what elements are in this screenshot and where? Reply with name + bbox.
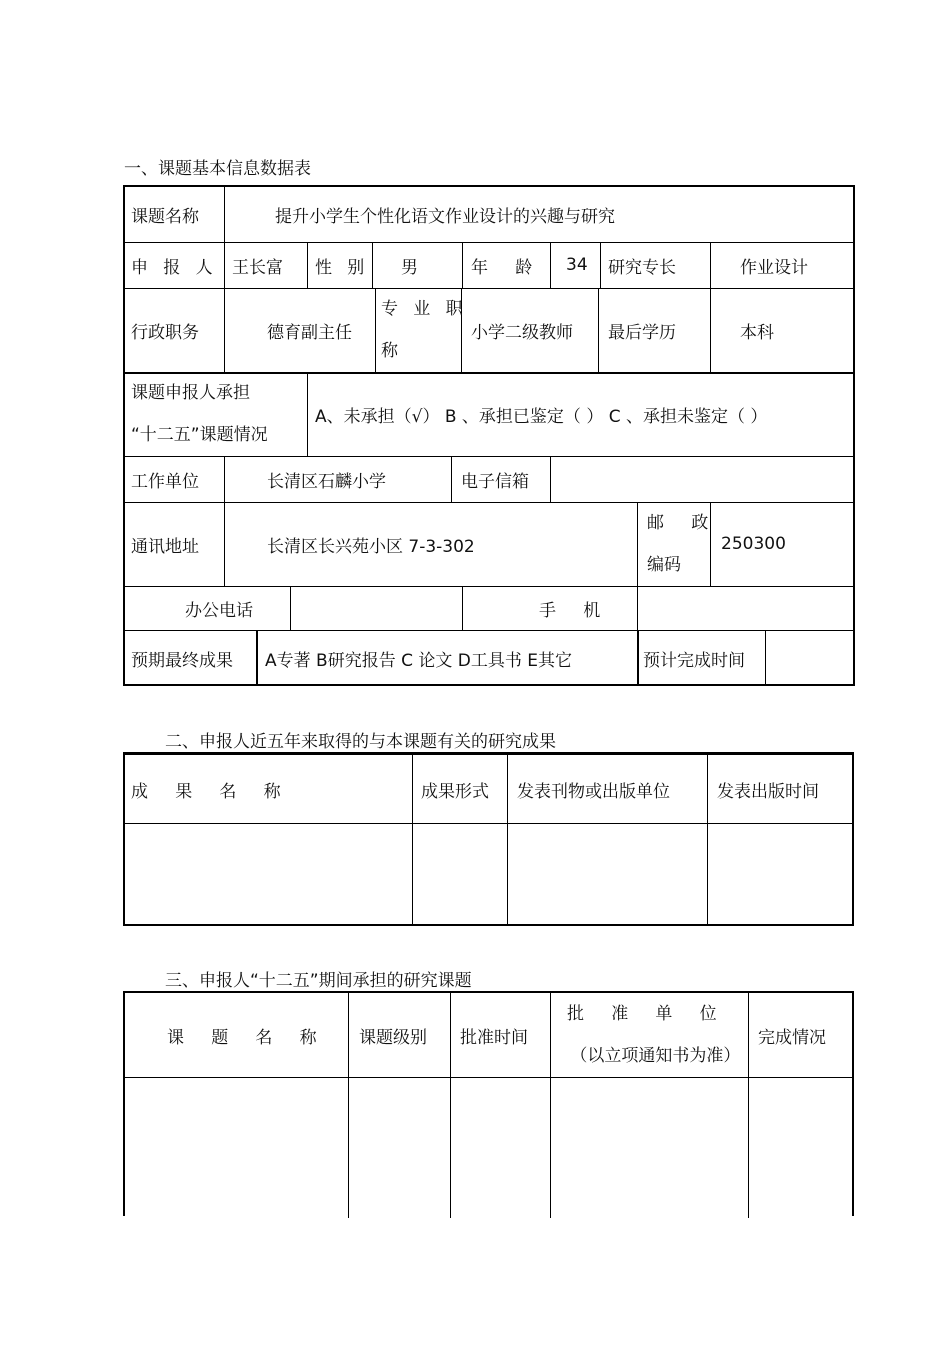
age-value: 34 [566,255,588,275]
pro-title-label-line1: 专业职 [381,299,478,319]
age-label: 年龄 [471,257,560,278]
outcome-label: 预期最终成果 [131,650,233,671]
approval-unit-line2: （以立项通知书为准） [570,1046,741,1066]
col-approval-unit [567,993,744,1077]
project-status: A、未承担（√） B 、承担已鉴定（ ） C 、承担未鉴定（ ） [315,406,768,427]
projects-table [123,991,854,1216]
project-label-line1: 课题申报人承担 [131,383,250,403]
office-phone-label: 办公电话 [185,600,253,621]
unit-label: 工作单位 [131,471,199,492]
address-label: 通讯地址 [131,536,199,557]
outcome-value: A专著 B研究报告 C 论文 D工具书 E其它 [265,650,573,671]
postcode-value: 250300 [721,534,786,554]
col-project-name: 课题名称 [167,1027,344,1048]
topic-label: 课题名称 [131,207,199,227]
finish-time-label: 预计完成时间 [643,650,745,671]
pro-title-label-line2: 称 [381,341,398,361]
pro-title-label [381,288,478,372]
address-value: 长清区长兴苑小区 7-3-302 [267,536,475,557]
mobile-label: 手机 [539,600,628,621]
specialty-label: 研究专长 [608,257,676,278]
project-label [131,372,268,456]
achievements-table [123,752,854,926]
approval-unit-line1: 批准单位 [567,1004,744,1024]
col-publish-time: 发表出版时间 [717,781,819,802]
edu-value: 本科 [740,322,774,343]
section1-title: 一、课题基本信息数据表 [124,159,311,179]
edu-label: 最后学历 [608,322,676,343]
gender-value: 男 [401,257,418,278]
project-label-line2: “十二五”课题情况 [131,425,268,445]
pro-title-value: 小学二级教师 [471,322,573,343]
col-completion: 完成情况 [758,1027,826,1048]
postcode-label-line2: 编码 [647,555,681,575]
col-project-level: 课题级别 [359,1027,427,1048]
applicant-label: 申报人 [131,257,228,278]
col-achievement-name: 成果名称 [131,781,308,802]
specialty-value: 作业设计 [740,257,808,278]
basic-info-table [123,185,855,686]
col-achievement-form: 成果形式 [421,781,489,802]
admin-value: 德育副主任 [267,322,352,343]
col-approval-time: 批准时间 [460,1027,528,1048]
section3-title: 三、申报人“十二五”期间承担的研究课题 [165,971,472,991]
email-label: 电子信箱 [461,471,529,492]
gender-label: 性别 [315,257,380,278]
applicant-value: 王长富 [232,257,283,278]
topic-value: 提升小学生个性化语文作业设计的兴趣与研究 [275,207,615,227]
admin-label: 行政职务 [131,322,199,343]
unit-value: 长清区石麟小学 [267,471,386,492]
postcode-label-line1: 邮政 [647,513,736,533]
col-publisher: 发表刊物或出版单位 [517,781,670,802]
section2-title: 二、申报人近五年来取得的与本课题有关的研究成果 [165,732,556,752]
